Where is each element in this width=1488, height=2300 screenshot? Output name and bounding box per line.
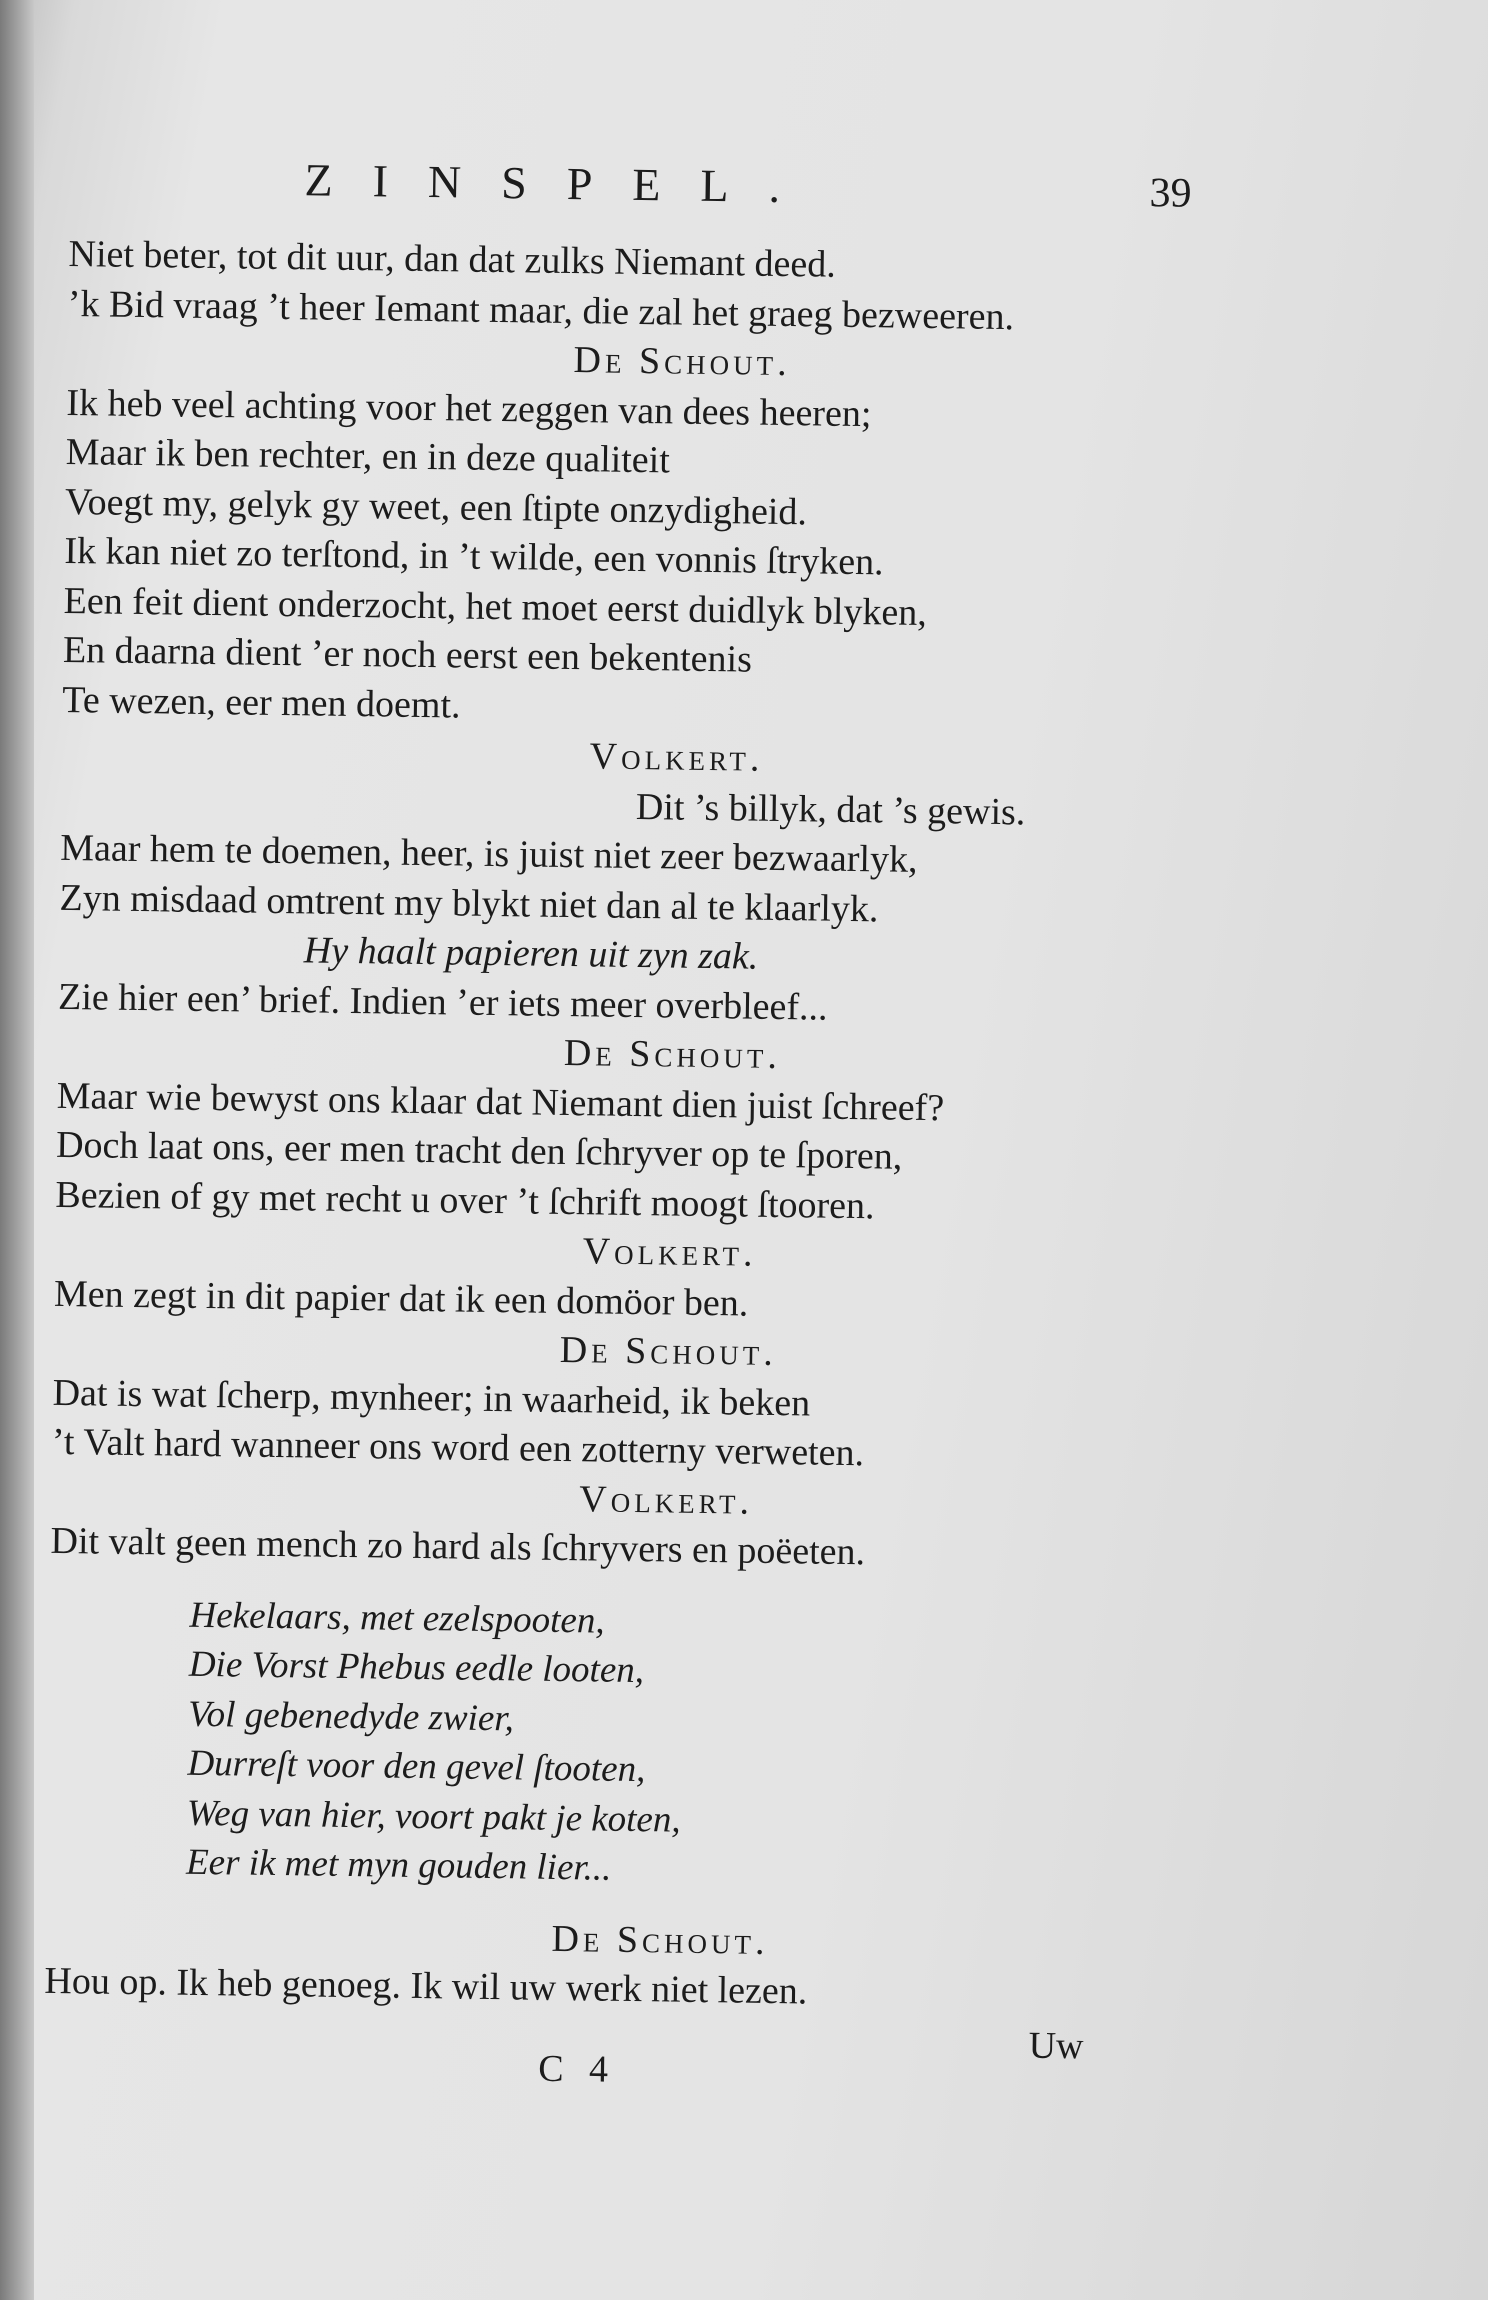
speaker-name: Volkert.	[579, 1477, 754, 1523]
running-title: ZINSPEL.	[304, 154, 821, 213]
dialogue-line: Dit valt geen mench zo hard als ſchryvers en poëeten.	[50, 1519, 866, 1574]
body-text	[44, 230, 1219, 2022]
dialogue-line: Doch laat ons, eer men tracht den ſchryver op te ſporen,	[55, 1123, 903, 1178]
page-number: 39	[1149, 170, 1192, 217]
dialogue-line: Men zegt in dit papier dat ik een domöor ben.	[53, 1272, 749, 1325]
verse-line: Die Vorst Phebus eedle looten,	[188, 1643, 645, 1692]
page-footer	[43, 2024, 1194, 2106]
speaker-name: De Schout.	[559, 1328, 778, 1374]
dialogue-line: Ik kan niet zo terſtond, in ’t wilde, een vonnis ſtryken.	[64, 529, 884, 584]
dialogue-line: Bezien of gy met recht u over ’t ſchrift moogt ſtooren.	[55, 1173, 875, 1227]
dialogue-line: Te wezen, eer men doemt.	[62, 678, 461, 727]
speaker-name: Volkert.	[582, 1230, 757, 1275]
text-block	[43, 150, 1220, 2091]
dialogue-line: Dat is wat ſcherp, mynheer; in waarheid, ik beken	[52, 1371, 811, 1424]
stage-direction: Hy haalt papieren uit zyn zak.	[303, 929, 759, 978]
dialogue-line: Maar wie bewyst ons klaar dat Niemant dien juist ſchreef?	[56, 1074, 945, 1129]
page-gutter	[0, 0, 34, 2300]
dialogue-line: Ik heb veel achting voor het zeggen van dees heeren;	[66, 381, 872, 435]
dialogue-line: Voegt my, gelyk gy weet, een ſtipte onzydigheid.	[64, 480, 808, 533]
speaker-name: De Schout.	[563, 1031, 782, 1078]
dialogue-line: ’t Valt hard wanneer ons word een zotterny verweten.	[51, 1420, 865, 1475]
verse-line: Durreſt voor den gevel ſtooten,	[187, 1742, 646, 1791]
dialogue-line: Zie hier een’ brief. Indien ’er iets meer overbleef...	[57, 975, 828, 1029]
verse-line: Weg van hier, voort pakt je koten,	[186, 1792, 681, 1841]
speaker-name: De Schout.	[573, 339, 791, 385]
verse-line: Eer ik met myn gouden lier...	[185, 1841, 612, 1889]
dialogue-line: Niet beter, tot dit uur, dan dat zulks Niemant deed.	[68, 232, 837, 286]
signature-mark: C 4	[537, 2047, 617, 2091]
page-header	[69, 150, 1220, 236]
speaker-name: Volkert.	[589, 735, 764, 780]
dialogue-line: Zyn misdaad omtrent my blykt niet dan al te klaarlyk.	[59, 876, 879, 930]
dialogue-line: Hou op. Ik heb genoeg. Ik wil uw werk niet lezen.	[44, 1959, 808, 2013]
dialogue-line: Een feit dient onderzocht, het moet eerst duidlyk blyken,	[63, 579, 928, 634]
dialogue-line: Maar ik ben rechter, en in deze qualiteit	[65, 430, 671, 482]
catchword: Uw	[1028, 2024, 1084, 2068]
verse-line: Hekelaars, met ezelspooten,	[189, 1594, 605, 1642]
dialogue-line: En daarna dient ’er noch eerst een bekentenis	[62, 628, 753, 681]
verse-line: Vol gebenedyde zwier,	[187, 1693, 515, 1739]
dialogue-line: Maar hem te doemen, heer, is juist niet zeer bezwaarlyk,	[59, 826, 918, 881]
dialogue-line: Dit ’s billyk, dat ’s gewis.	[635, 785, 1026, 833]
dialogue-line: ’k Bid vraag ’t heer Iemant maar, die zal het graeg bezweeren.	[67, 282, 1015, 338]
speaker-name: De Schout.	[551, 1917, 769, 1963]
